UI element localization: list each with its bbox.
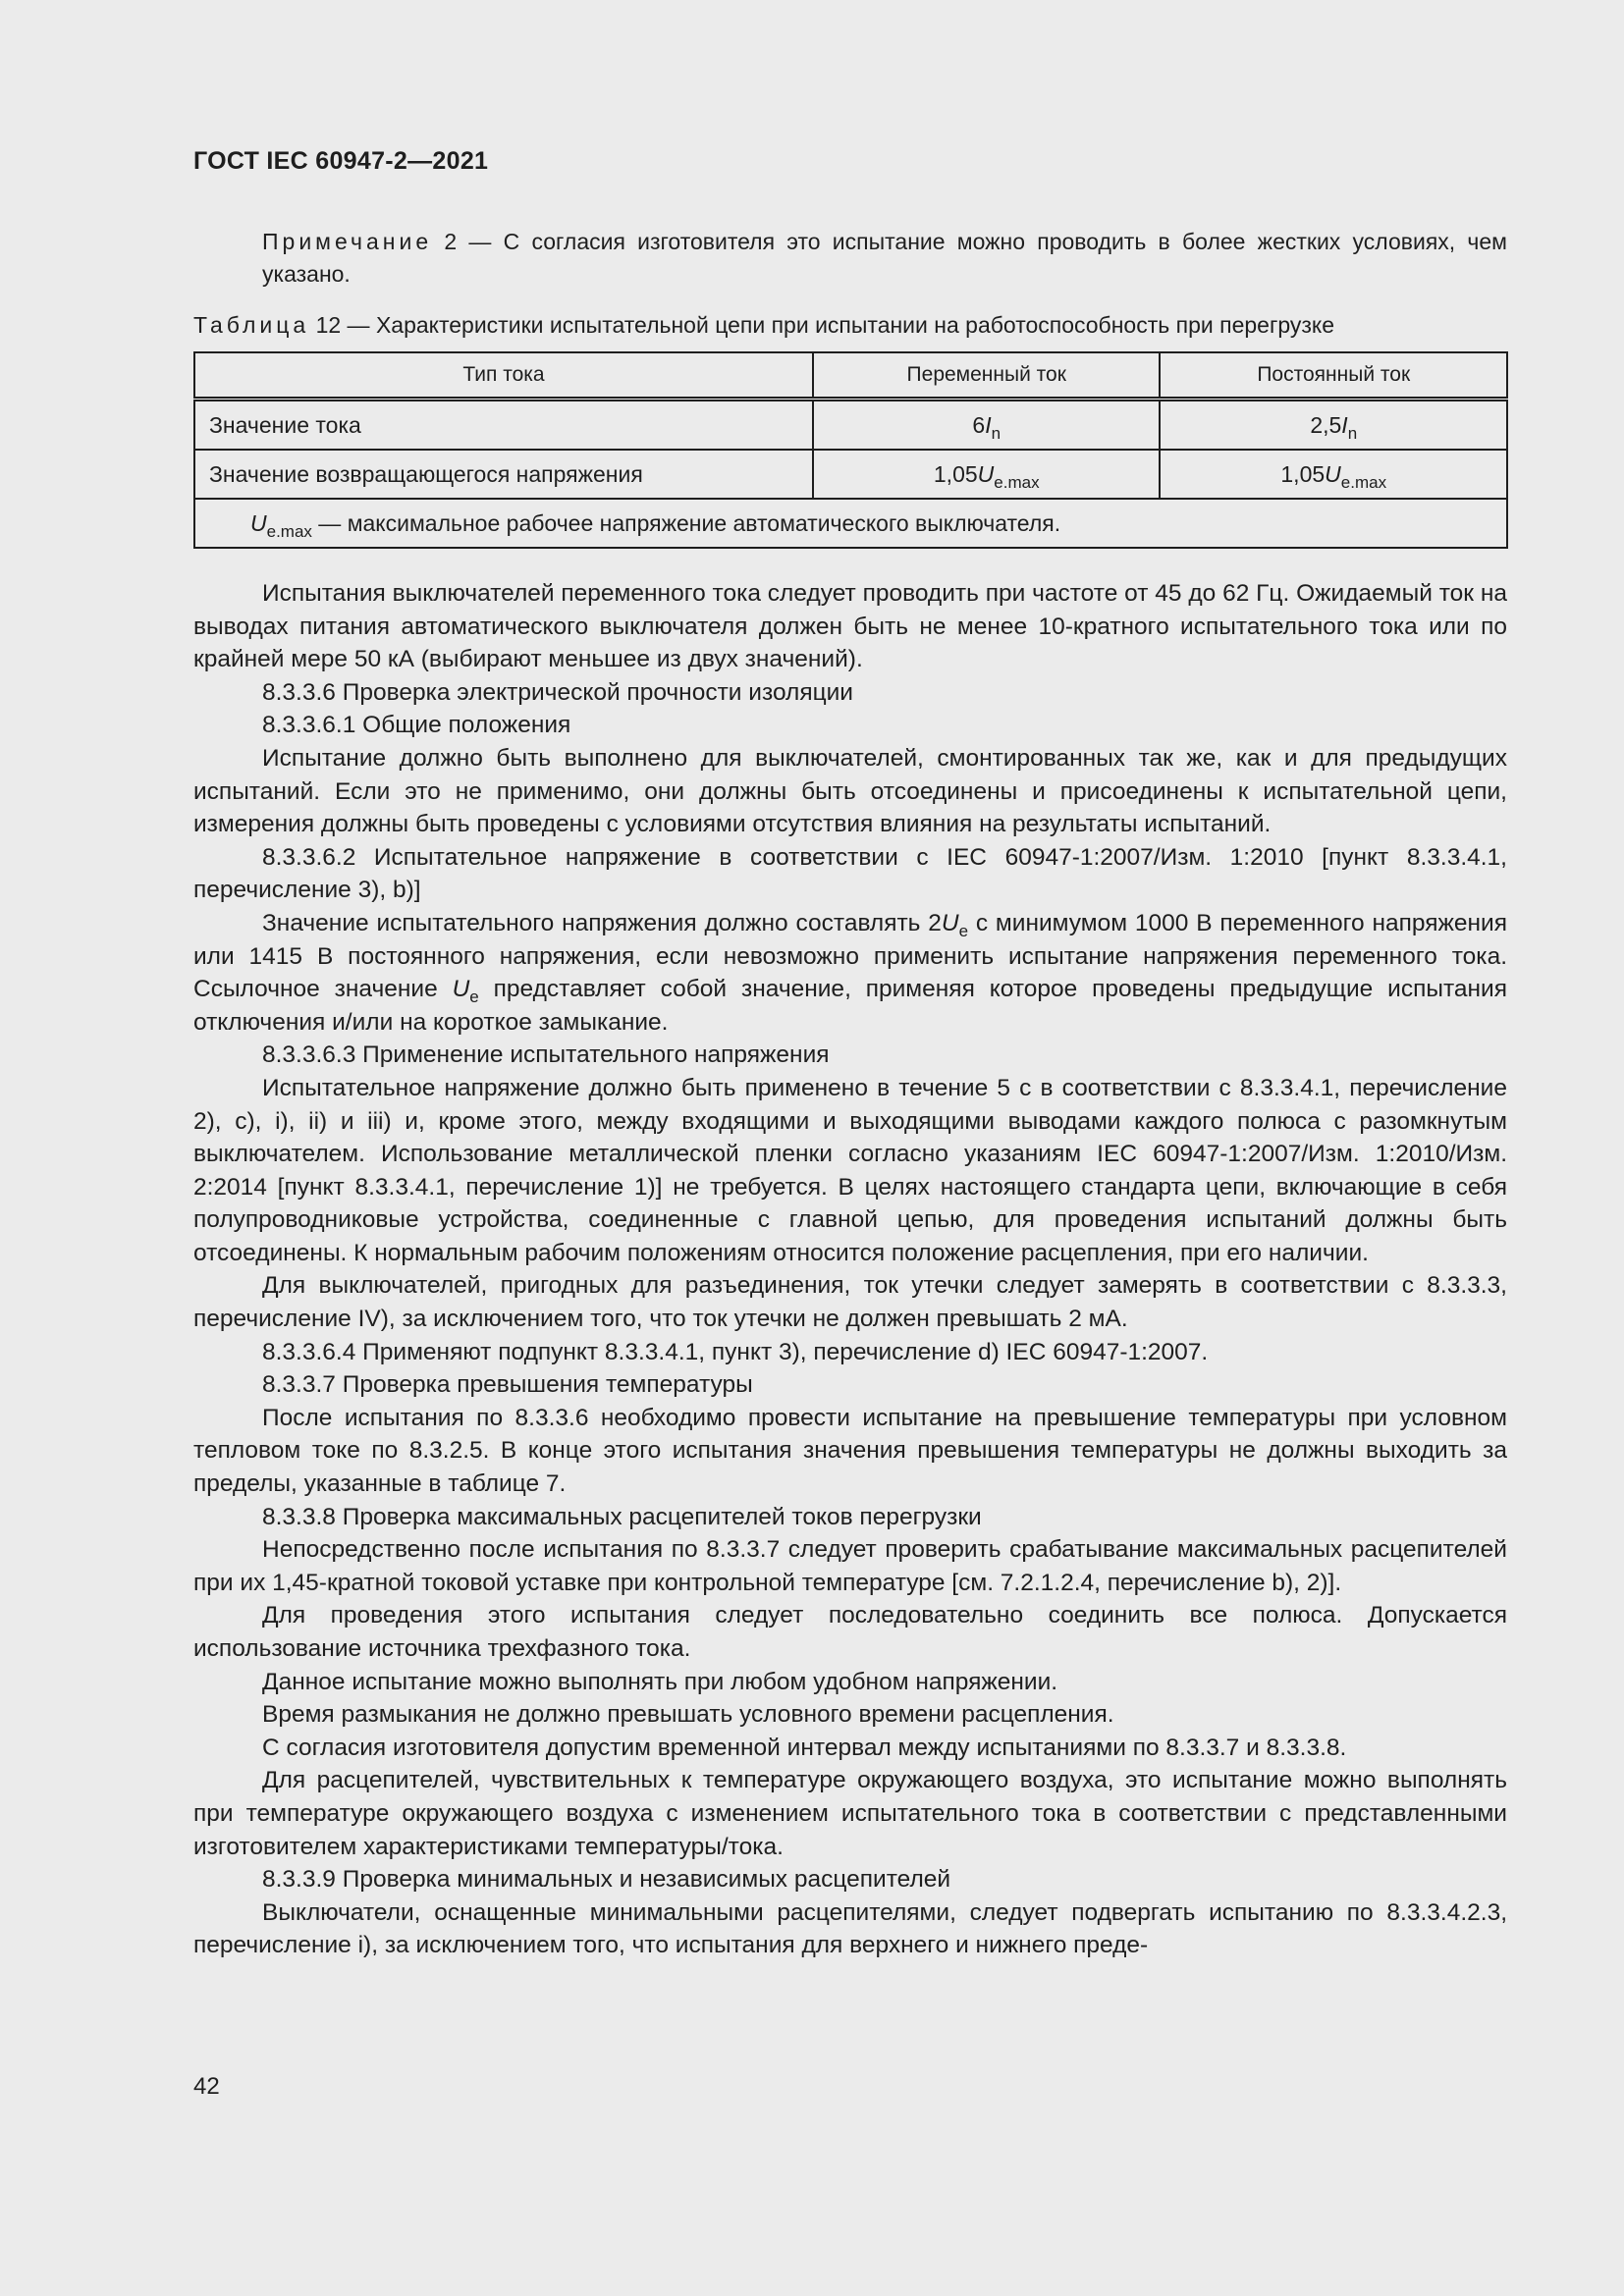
test-circuit-table (193, 351, 1508, 549)
page-number: 42 (193, 2073, 220, 2100)
paragraph: Испытания выключателей переменного тока следует проводить при частоте от 45 до 62 Гц. Ожидаемый ток на выводах питания автоматического выключателя должен быть не менее 10-кратного испытательного тока или по крайней мере 50 кА (выбирают меньшее из двух значений). (193, 580, 1507, 673)
section-heading: 8.3.3.8 Проверка максимальных расцепителей токов перегрузки (262, 1503, 982, 1530)
paragraph: Для расцепителей, чувствительных к температуре окружающего воздуха, это испытание можно выполнять при температуре окружающего воздуха с изменением испытательного тока в соответствии с представленными изготовителем характеристиками температуры/тока. (193, 1767, 1507, 1860)
section-heading: 8.3.3.6.1 Общие положения (262, 712, 571, 739)
paragraph: Непосредственно после испытания по 8.3.3.7 следует проверить срабатывание максимальных расцепителей при их 1,45-кратной токовой уставке при контрольной температуре [см. 7.2.1.2.4, перечисление b), 2)]. (193, 1536, 1507, 1596)
paragraph: Значение испытательного напряжения должно составлять $2U_e$ с минимумом 1000 В переменного напряжения или 1415 В постоянного напряжения, если невозможно применить испытание напряжения переменного тока. Ссылочное значение $U_e$ представляет собой значение, применяя которое проведены предыдущие испытания отключения и/или на короткое замыкание. (193, 909, 1508, 1036)
paragraph: После испытания по 8.3.3.6 необходимо провести испытание на превышение температуры при условном тепловом токе по 8.3.2.5. В конце этого испытания значения превышения температуры не должны выходить за пределы, указанные в таблице 7. (193, 1404, 1507, 1498)
table-footnote: $U_{e.max}$ — максимальное рабочее напряжение автоматического выключателя. (194, 499, 1507, 548)
paragraph: Данное испытание можно выполнять при любом удобном напряжении. (262, 1668, 1058, 1695)
table-header-cell: Тип тока (194, 352, 813, 400)
table-cell: Значение возвращающегося напряжения (194, 450, 813, 499)
paragraph: Для выключателей, пригодных для разъединения, ток утечки следует замерять в соответствии с 8.3.3.3, перечисление IV), за исключением того, что ток утечки не должен превышать 2 мА. (193, 1272, 1507, 1333)
table-row (194, 450, 1507, 499)
table-footnote-row (194, 499, 1507, 548)
paragraph: Испытательное напряжение должно быть применено в течение 5 с в соответствии с 8.3.3.4.1, перечисление 2), c), i), ii) и iii) и, кроме этого, между входящими и выходящими выводами каждого полюса с разомкнутым выключателем. Использование металлической пленки согласно указаниям IEC 60947-1:2007/Изм. 1:2010/Изм. 2:2014 [пункт 8.3.3.4.1, перечисление 1)] не требуется. В целях настоящего стандарта цепи, включающие в себя полупроводниковые устройства, соединенные с главной цепью, для проведения испытаний должны быть отсоединены. К нормальным рабочим положениям относится положение расцепления, при его наличии. (193, 1074, 1507, 1266)
section-heading: 8.3.3.9 Проверка минимальных и независимых расцепителей (262, 1866, 951, 1894)
table-cell: Значение тока (194, 400, 813, 451)
table-row (194, 400, 1507, 451)
table-header-cell: Переменный ток (813, 352, 1161, 400)
paragraph: Для проведения этого испытания следует последовательно соединить все полюса. Допускается использование источника трехфазного тока. (193, 1602, 1507, 1662)
body-text (193, 577, 1507, 1962)
paragraph: Выключатели, оснащенные минимальными расцепителями, следует подвергать испытанию по 8.3.3.4.2.3, перечисление i), за исключением того, что испытания для верхнего и нижнего преде- (193, 1898, 1507, 1959)
table-header-cell: Постоянный ток (1160, 352, 1507, 400)
table-caption (193, 310, 1529, 340)
table-cell: $2,5I_n$ (1160, 400, 1507, 451)
note-2 (193, 226, 1507, 291)
note-text: 2 — С согласия изготовителя это испытание можно проводить в более жестких условиях, чем указано. (262, 229, 1507, 287)
table-cell: $1,05U_{e.max}$ (813, 450, 1161, 499)
section-heading: 8.3.3.6 Проверка электрической прочности изоляции (262, 678, 853, 706)
section-heading: 8.3.3.6.3 Применение испытательного напряжения (262, 1041, 830, 1069)
table-cell: $6I_n$ (813, 400, 1161, 451)
paragraph: С согласия изготовителя допустим временной интервал между испытаниями по 8.3.3.7 и 8.3.3.8. (262, 1734, 1347, 1761)
table-caption-text: 12 — Характеристики испытательной цепи при испытании на работоспособность при перегрузке (309, 312, 1335, 338)
note-label: Примечание (262, 229, 433, 254)
section-heading: 8.3.3.6.4 Применяют подпункт 8.3.3.4.1, пункт 3), перечисление d) IEC 60947-1:2007. (262, 1338, 1209, 1365)
paragraph: 8.3.3.6.2 Испытательное напряжение в соответствии с IEC 60947-1:2007/Изм. 1:2010 [пункт 8.3.3.4.1, перечисление 3), b)] (193, 843, 1507, 904)
paragraph: Время размыкания не должно превышать условного времени расцепления. (262, 1701, 1114, 1729)
table-label: Таблица (193, 312, 310, 338)
document-header: ГОСТ IEC 60947-2—2021 (193, 147, 489, 175)
table-cell: $1,05U_{e.max}$ (1160, 450, 1507, 499)
section-heading: 8.3.3.7 Проверка превышения температуры (262, 1371, 753, 1399)
table-header-row (194, 352, 1507, 400)
paragraph: Испытание должно быть выполнено для выключателей, смонтированных так же, как и для предыдущих испытаний. Если это не применимо, они должны быть отсоединены и присоединены к испытательной цепи, измерения должны быть проведены с условиями отсутствия влияния на результаты испытаний. (193, 744, 1507, 838)
